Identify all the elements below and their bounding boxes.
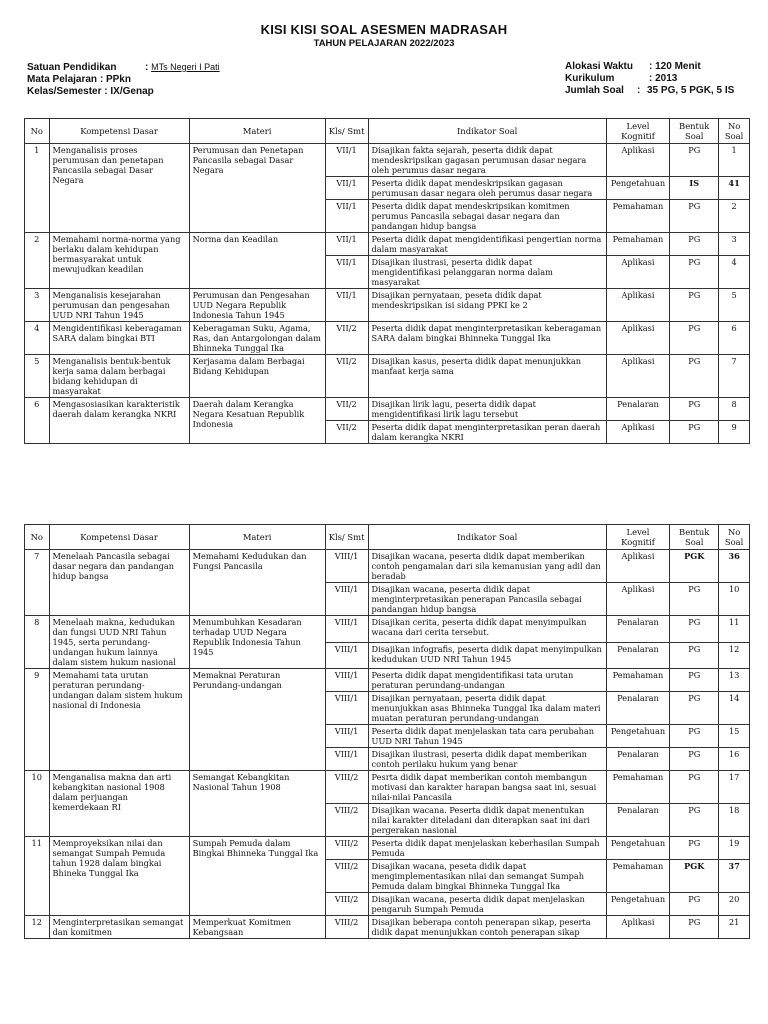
info-label: Alokasi Waktu — [565, 61, 633, 72]
table-header-row — [25, 525, 750, 550]
header-kompetensi: Kompetensi Dasar — [49, 119, 189, 144]
cell-nosoal: 41 — [719, 177, 750, 200]
cell-nosoal: 5 — [719, 289, 750, 322]
cell-level: Aplikasi — [606, 355, 669, 398]
table-row — [25, 771, 750, 804]
info-label: Jumlah Soal — [565, 85, 624, 96]
cell-nosoal: 15 — [719, 725, 750, 748]
info-label: Mata Pelajaran — [27, 74, 98, 85]
cell-kompetensi: Memahami tata urutan peraturan perundang-undangan dalam sistem hukum nasional di Indonesia — [49, 669, 189, 771]
cell-indikator: Disajikan infografis, peserta didik dapat menyimpulkan kedudukan UUD NRI Tahun 1945 — [368, 642, 606, 669]
cell-indikator: Disajikan wacana, peserta didik dapat menjelaskan pengaruh Sumpah Pemuda — [368, 893, 606, 916]
cell-level: Aplikasi — [606, 421, 669, 444]
cell-kompetensi: Mengasosiasikan karakteristik daerah dalam kerangka NKRI — [49, 398, 189, 444]
cell-bentuk: PG — [670, 398, 719, 421]
cell-bentuk: PG — [670, 233, 719, 256]
cell-kls: VIII/2 — [325, 893, 368, 916]
cell-nosoal: 11 — [719, 616, 750, 643]
cell-indikator: Peserta didik dapat mengidentifikasi pengertian norma dalam masyarakat — [368, 233, 606, 256]
cell-level: Pemahaman — [606, 200, 669, 233]
cell-kls: VIII/2 — [325, 804, 368, 837]
cell-level: Pengetahuan — [606, 725, 669, 748]
cell-materi: Norma dan Keadilan — [189, 233, 325, 289]
cell-kompetensi: Menelaah Pancasila sebagai dasar negara dan pandangan hidup bangsa — [49, 550, 189, 616]
cell-indikator: Disajikan ilustrasi, peserta didik dapat mengidentifikasi pelanggaran norma dalam masyarakat — [368, 256, 606, 289]
cell-no: 10 — [25, 771, 50, 837]
cell-materi: Semangat Kebangkitan Nasional Tahun 1908 — [189, 771, 325, 837]
info-value-jumlah: 35 PG, 5 PGK, 5 IS — [647, 85, 735, 96]
cell-level: Aplikasi — [606, 550, 669, 583]
cell-no: 6 — [25, 398, 50, 444]
cell-kompetensi: Menganalisis proses perumusan dan penetapan Pancasila sebagai Dasar Negara — [49, 144, 189, 233]
cell-materi: Menumbuhkan Kesadaran terhadap UUD Negara Republik Indonesia Tahun 1945 — [189, 616, 325, 669]
cell-kompetensi: Memproyeksikan nilai dan semangat Sumpah Pemuda tahun 1928 dalam bingkai Bhineka Tunggal Ika — [49, 837, 189, 916]
cell-nosoal: 6 — [719, 322, 750, 355]
cell-no: 11 — [25, 837, 50, 916]
cell-kls: VIII/2 — [325, 860, 368, 893]
cell-materi: Memaknai Peraturan Perundang-undangan — [189, 669, 325, 771]
cell-indikator: Peserta didik dapat mendeskripsikan komitmen perumus Pancasila sebagai dasar negara dan pandangan hidup bangsa — [368, 200, 606, 233]
info-value-mapel: PPkn — [105, 74, 131, 85]
cell-nosoal: 37 — [719, 860, 750, 893]
cell-indikator: Peserta didik dapat mengidentifikasi tata urutan peraturan perundang-undangan — [368, 669, 606, 692]
cell-indikator: Disajikan kasus, peserta didik dapat menunjukkan manfaat kerja sama — [368, 355, 606, 398]
info-label: Kurikulum — [565, 73, 615, 84]
cell-kls: VIII/1 — [325, 583, 368, 616]
cell-indikator: Disajikan ilustrasi, peserta didik dapat memberikan contoh perilaku hukum yang benar — [368, 748, 606, 771]
cell-no: 8 — [25, 616, 50, 669]
cell-nosoal: 21 — [719, 916, 750, 939]
cell-bentuk: PG — [670, 669, 719, 692]
cell-indikator: Disajikan pernyataan, peserta didik dapat menunjukkan asas Bhinneka Tunggal Ika dalam materi muatan peraturan perundang-undangan — [368, 692, 606, 725]
cell-indikator: Disajikan wacana. Peserta didik dapat menentukan nilai karakter diteladani dan diterapkan saat ini dari pergerakan nasional — [368, 804, 606, 837]
cell-level: Penalaran — [606, 642, 669, 669]
cell-nosoal: 3 — [719, 233, 750, 256]
cell-kls: VII/1 — [325, 144, 368, 177]
header-kls: Kls/ Smt — [325, 525, 368, 550]
cell-level: Pemahaman — [606, 771, 669, 804]
header-materi: Materi — [189, 119, 325, 144]
info-label: Kelas/Semester — [27, 86, 102, 97]
cell-nosoal: 1 — [719, 144, 750, 177]
kisi-table-2 — [24, 524, 750, 939]
cell-kls: VIII/2 — [325, 916, 368, 939]
cell-kls: VIII/1 — [325, 748, 368, 771]
info-left — [27, 61, 220, 98]
cell-materi: Daerah dalam Kerangka Negara Kesatuan Republik Indonesia — [189, 398, 325, 444]
table-row — [25, 916, 750, 939]
cell-nosoal: 8 — [719, 398, 750, 421]
cell-bentuk: PG — [670, 837, 719, 860]
cell-no: 3 — [25, 289, 50, 322]
info-value-satuan: MTs Negeri I Pati — [151, 62, 220, 72]
cell-level: Penalaran — [606, 398, 669, 421]
header-no: No — [25, 525, 50, 550]
cell-bentuk: PG — [670, 748, 719, 771]
cell-materi: Memahami Kedudukan dan Fungsi Pancasila — [189, 550, 325, 616]
cell-kls: VIII/1 — [325, 692, 368, 725]
cell-level: Pengetahuan — [606, 837, 669, 860]
cell-no: 2 — [25, 233, 50, 289]
cell-kls: VII/1 — [325, 289, 368, 322]
cell-level: Penalaran — [606, 804, 669, 837]
header-bentuk: Bentuk Soal — [670, 525, 719, 550]
info-sep: : — [99, 74, 104, 85]
cell-level: Aplikasi — [606, 256, 669, 289]
cell-no: 9 — [25, 669, 50, 771]
cell-kompetensi: Menginterpretasikan semangat dan komitmen — [49, 916, 189, 939]
cell-bentuk: PG — [670, 804, 719, 837]
cell-materi: Perumusan dan Pengesahan UUD Negara Republik Indonesia Tahun 1945 — [189, 289, 325, 322]
cell-level: Pengetahuan — [606, 177, 669, 200]
cell-nosoal: 14 — [719, 692, 750, 725]
cell-indikator: Peserta didik dapat menjelaskan tata cara perubahan UUD NRI Tahun 1945 — [368, 725, 606, 748]
info-sep: : — [649, 61, 653, 72]
info-sep: : — [104, 86, 108, 97]
cell-no: 1 — [25, 144, 50, 233]
cell-nosoal: 17 — [719, 771, 750, 804]
cell-level: Penalaran — [606, 616, 669, 643]
cell-kompetensi: Menganalisis bentuk-bentuk kerja sama dalam berbagai bidang kehidupan di masyarakat — [49, 355, 189, 398]
table-row — [25, 616, 750, 643]
cell-bentuk: PG — [670, 322, 719, 355]
cell-bentuk: PG — [670, 421, 719, 444]
info-right — [565, 61, 755, 97]
cell-indikator: Disajikan wacana, peserta didik dapat menginterpretasikan penerapan Pancasila sebagai pandangan hidup bangsa — [368, 583, 606, 616]
table-row — [25, 550, 750, 583]
document-subtitle: TAHUN PELAJARAN 2022/2023 — [313, 38, 455, 49]
cell-bentuk: PG — [670, 692, 719, 725]
cell-indikator: Disajikan lirik lagu, peserta didik dapat mengidentifikasi lirik lagu tersebut — [368, 398, 606, 421]
cell-bentuk: IS — [670, 177, 719, 200]
info-value-kelas: IX/Genap — [110, 86, 154, 97]
cell-indikator: Disajikan beberapa contoh penerapan sikap, peserta didik dapat menunjukkan contoh penerapan sikap — [368, 916, 606, 939]
info-sep: : — [145, 62, 149, 73]
header-materi: Materi — [189, 525, 325, 550]
info-sep: : — [637, 85, 641, 96]
kisi-table-1 — [24, 118, 750, 444]
cell-nosoal: 7 — [719, 355, 750, 398]
cell-kls: VIII/1 — [325, 616, 368, 643]
table-row — [25, 355, 750, 398]
cell-bentuk: PG — [670, 642, 719, 669]
cell-nosoal: 19 — [719, 837, 750, 860]
table-header-row — [25, 119, 750, 144]
cell-nosoal: 18 — [719, 804, 750, 837]
table-row — [25, 233, 750, 256]
table-body — [25, 550, 750, 939]
table-row — [25, 837, 750, 860]
header-nosoal: No Soal — [719, 525, 750, 550]
info-sep: : — [649, 73, 653, 84]
cell-level: Penalaran — [606, 692, 669, 725]
cell-indikator: Disajikan wacana, peserta didik dapat memberikan contoh pengamalan dari sila kemanusian yang adil dan beradab — [368, 550, 606, 583]
table-row — [25, 322, 750, 355]
cell-kls: VII/2 — [325, 421, 368, 444]
cell-kls: VIII/1 — [325, 550, 368, 583]
cell-kls: VII/1 — [325, 200, 368, 233]
cell-indikator: Peserta didik dapat mendeskripsikan gagasan perumusan dasar negara oleh perumus dasar negara — [368, 177, 606, 200]
cell-nosoal: 2 — [719, 200, 750, 233]
table-row — [25, 289, 750, 322]
cell-kompetensi: Menganalisis kesejarahan perumusan dan pengesahan UUD NRI Tahun 1945 — [49, 289, 189, 322]
table-body — [25, 144, 750, 444]
cell-bentuk: PG — [670, 355, 719, 398]
cell-nosoal: 13 — [719, 669, 750, 692]
cell-kls: VII/2 — [325, 322, 368, 355]
cell-kompetensi: Memahami norma-norma yang berlaku dalam kehidupan bermasyarakat untuk mewujudkan keadilan — [49, 233, 189, 289]
cell-nosoal: 36 — [719, 550, 750, 583]
cell-level: Pemahaman — [606, 669, 669, 692]
cell-materi: Kerjasama dalam Berbagai Bidang Kehidupan — [189, 355, 325, 398]
cell-nosoal: 9 — [719, 421, 750, 444]
table-row — [25, 144, 750, 177]
header-kompetensi: Kompetensi Dasar — [49, 525, 189, 550]
cell-kls: VIII/2 — [325, 771, 368, 804]
cell-level: Aplikasi — [606, 289, 669, 322]
cell-level: Aplikasi — [606, 916, 669, 939]
cell-kls: VIII/1 — [325, 669, 368, 692]
cell-level: Aplikasi — [606, 322, 669, 355]
cell-level: Aplikasi — [606, 583, 669, 616]
cell-bentuk: PG — [670, 893, 719, 916]
cell-bentuk: PG — [670, 200, 719, 233]
cell-indikator: Disajikan cerita, peserta didik dapat menyimpulkan wacana dari cerita tersebut. — [368, 616, 606, 643]
info-value-alokasi: 120 Menit — [655, 61, 701, 72]
info-value-kurikulum: 2013 — [655, 73, 678, 84]
header-level: Level Kognitif — [606, 525, 669, 550]
cell-kls: VIII/1 — [325, 642, 368, 669]
cell-bentuk: PG — [670, 144, 719, 177]
cell-bentuk: PG — [670, 771, 719, 804]
cell-bentuk: PG — [670, 916, 719, 939]
cell-indikator: Peserta didik dapat menginterpretasikan keberagaman SARA dalam bingkai Bhinneka Tunggal Ika — [368, 322, 606, 355]
cell-materi: Sumpah Pemuda dalam Bingkai Bhinneka Tunggal Ika — [189, 837, 325, 916]
cell-kompetensi: Mengidentifikasi keberagaman SARA dalam bingkai BTI — [49, 322, 189, 355]
cell-kls: VII/2 — [325, 355, 368, 398]
document-title: KISI KISI SOAL ASESMEN MADRASAH — [260, 22, 508, 37]
cell-bentuk: PGK — [670, 860, 719, 893]
header-kls: Kls/ Smt — [325, 119, 368, 144]
cell-indikator: Peserta didik dapat menginterpretasikan peran daerah dalam kerangka NKRI — [368, 421, 606, 444]
table-row — [25, 669, 750, 692]
cell-bentuk: PG — [670, 725, 719, 748]
cell-bentuk: PG — [670, 583, 719, 616]
cell-nosoal: 20 — [719, 893, 750, 916]
header-bentuk: Bentuk Soal — [670, 119, 719, 144]
cell-kls: VII/1 — [325, 256, 368, 289]
cell-level: Pemahaman — [606, 860, 669, 893]
cell-no: 5 — [25, 355, 50, 398]
header-indikator: Indikator Soal — [368, 525, 606, 550]
cell-bentuk: PGK — [670, 550, 719, 583]
cell-kls: VII/1 — [325, 233, 368, 256]
cell-kls: VII/2 — [325, 398, 368, 421]
cell-indikator: Disajikan pernyataan, peseta didik dapat mendeskripsikan isi sidang PPKI ke 2 — [368, 289, 606, 322]
header-no: No — [25, 119, 50, 144]
cell-kls: VIII/2 — [325, 837, 368, 860]
cell-no: 4 — [25, 322, 50, 355]
cell-indikator: Peserta didik dapat menjelaskan keberhasilan Sumpah Pemuda — [368, 837, 606, 860]
cell-level: Pengetahuan — [606, 893, 669, 916]
header-indikator: Indikator Soal — [368, 119, 606, 144]
cell-kompetensi: Menganalisa makna dan arti kebangkitan nasional 1908 dalam perjuangan kemerdekaan RI — [49, 771, 189, 837]
cell-nosoal: 4 — [719, 256, 750, 289]
cell-indikator: Disajikan fakta sejarah, peserta didik dapat mendeskripsikan gagasan perumusan dasar negara oleh perumus dasar negara — [368, 144, 606, 177]
cell-no: 12 — [25, 916, 50, 939]
cell-materi: Memperkuat Komitmen Kebangsaan — [189, 916, 325, 939]
cell-kompetensi: Menelaah makna, kedudukan dan fungsi UUD NRI Tahun 1945, serta perundang-undangan hukum lainnya dalam sistem hukum nasional — [49, 616, 189, 669]
cell-bentuk: PG — [670, 256, 719, 289]
cell-no: 7 — [25, 550, 50, 616]
cell-materi: Keberagaman Suku, Agama, Ras, dan Antargolongan dalam Bhinneka Tunggal Ika — [189, 322, 325, 355]
cell-nosoal: 16 — [719, 748, 750, 771]
header-level: Level Kognitif — [606, 119, 669, 144]
cell-indikator: Pesrta didik dapat memberikan contoh membangun motivasi dan karakter harapan bangsa saat ini, sesuai nilai-nilai Pancasila — [368, 771, 606, 804]
cell-level: Penalaran — [606, 748, 669, 771]
cell-bentuk: PG — [670, 289, 719, 322]
cell-kls: VIII/1 — [325, 725, 368, 748]
cell-indikator: Disajikan wacana, peseta didik dapat mengimplementasikan nilai dan semangat Sumpah Pemuda dalam bingkai Bhinneka Tunggal Ika — [368, 860, 606, 893]
header-nosoal: No Soal — [719, 119, 750, 144]
info-label: Satuan Pendidikan — [27, 62, 117, 73]
cell-level: Pemahaman — [606, 233, 669, 256]
cell-level: Aplikasi — [606, 144, 669, 177]
cell-nosoal: 12 — [719, 642, 750, 669]
table-row — [25, 398, 750, 421]
cell-nosoal: 10 — [719, 583, 750, 616]
cell-bentuk: PG — [670, 616, 719, 643]
cell-materi: Perumusan dan Penetapan Pancasila sebagai Dasar Negara — [189, 144, 325, 233]
cell-kls: VII/1 — [325, 177, 368, 200]
